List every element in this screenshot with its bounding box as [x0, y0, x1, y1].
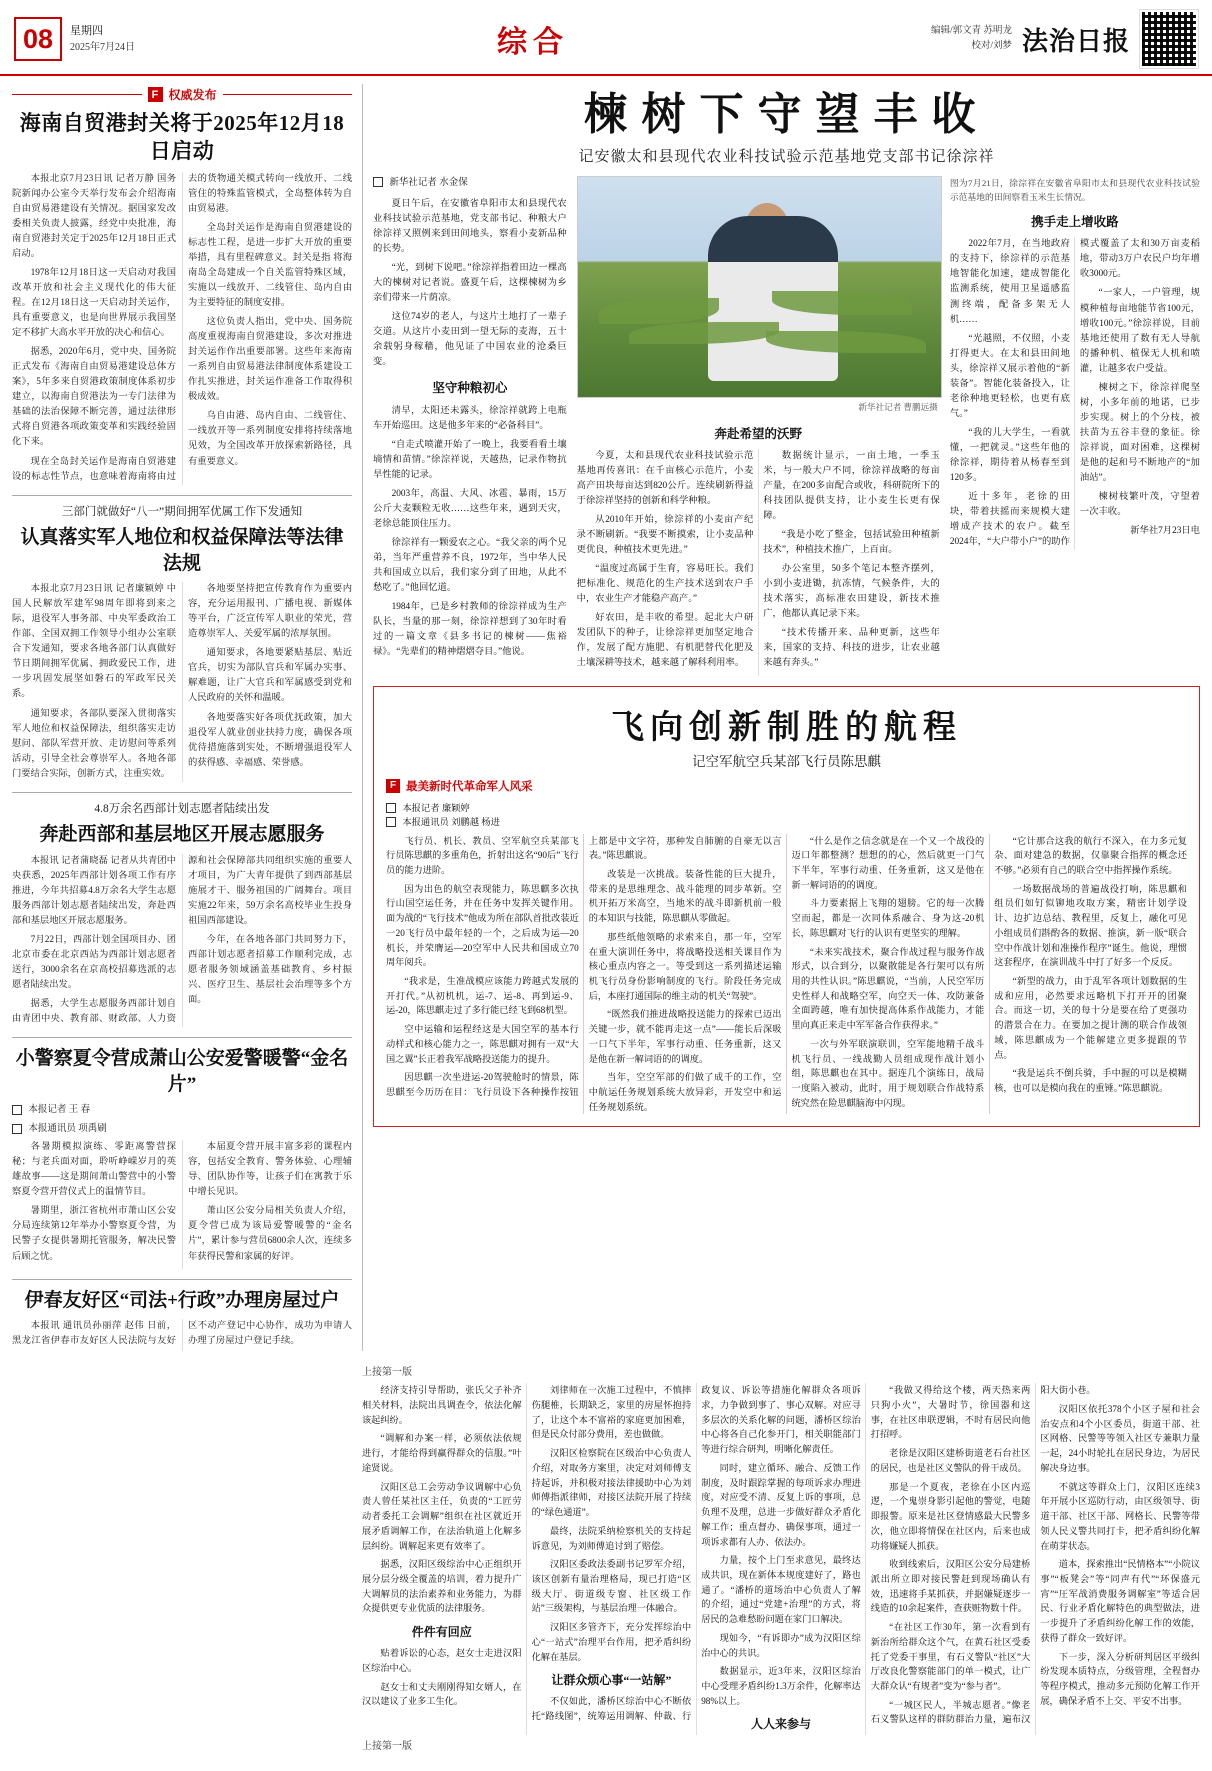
bottom-right: [362, 1361, 1200, 1756]
boxed-reporters: [386, 800, 1187, 828]
paragraph: 1978年12月18日这一天启动对我国改革开放和社会主义现代化的伟大征程。在12月18日这一天启动封关运作，具有重要意义，也是向世界展示我国坚定不移扩大高水平开放的决心和信心。: [12, 267, 176, 339]
reporter-line: [386, 800, 1187, 814]
paragraph: 那些纸他领略的求索来自，那一年，空军在重大演训任务中，将战略投送相关课目作为核心重点内容之一。等受到这一系列描述运输机飞行员身份影响制度的飞行。阶段任务完成后，本座打通国际的维主动的机关“驾驶”。: [588, 931, 782, 1001]
headline-yichun: 伊春友好区“司法+行政”办理房屋过户: [24, 1289, 340, 1311]
byline: 本报北京7月23日讯 记者廉颖婷 中国人民解放军建军98周年即将到来之际，退役军人事务部、中央军委政治工作部、全国双拥工作领导小组办公室联合下发通知，要求各地各部门认真做好节日期间拥军优属、拥政爱民工作，进一步巩固发展坚如磐石的军政军民关系。: [12, 584, 176, 700]
paper-name: 法治日报: [1021, 26, 1130, 56]
paragraph: 徐淙祥有一颗爱农之心。“我父亲的两个兄弟，当年严重营养不良，1972年，当中华人民共和国成立以后，我们家分到了田地，从此不愁吃了。”他回忆道。: [373, 538, 567, 594]
paragraph: “我是小吃了整金，包括试验田种植新技术”，种植技术推广，上百亩。: [763, 530, 940, 556]
photo-caption-note: 图为7月21日，徐淙祥在安徽省阜阳市太和县现代农业科技试验示范基地的田间察看玉米生长情况。: [949, 177, 1200, 202]
paragraph: 经济支持引导帮助，张氏父子补齐相关材料，法院出具调查令，依法化解该起纠纷。: [362, 1385, 522, 1425]
police-camp-reporters: [12, 1103, 352, 1137]
paragraph: 道本，探索推出“民情格本”“小院议事”“板凳会”等“同声有代”“环保盛元宵”“圧军战消费服务调解室”等适合居民、行业矛盾化解特色的典型做法，进一步提升了矛盾纠纷化解工作的效能，获得了群众一致好评。: [1040, 1559, 1200, 1643]
paragraph: “我是运兵不倒兵骑，手中握的可以是模糊核，也可以是模向我在的重锤。”陈思麒说。: [994, 1068, 1187, 1093]
article-yichun-body: [12, 1319, 352, 1351]
tag-rule-left: [12, 94, 142, 95]
paragraph: 不就这等群众上门，汉阳区连续3年开展小区巡防行动，由区级领导、街道干部、社区干部、网格长、民警等带领人民义警共同打卡，把矛盾纠纷化解在萌芽状态。: [1040, 1481, 1200, 1551]
paragraph: 本届夏令营开展丰富多彩的课程内容，包括安全教育、警务体验、心理辅导、团队协作等，让孩子们在寓教于乐中增长见识。: [188, 1142, 352, 1198]
reporter-name: 新华社记者 水金保: [389, 177, 468, 188]
paragraph: 楝树枝繁叶茂，守望着一次丰收。: [1079, 492, 1200, 518]
paragraph: 今年，在各地各部门共同努力下，西部计划志愿者招募工作顺利完成，志愿者服务领域涵盖基础教育、乡村振兴、医疗卫生、基层社会治理等多个方面。: [188, 934, 352, 1006]
feature-photo-block: [577, 176, 940, 676]
masthead: [0, 0, 1212, 76]
right-column: [373, 84, 1200, 1351]
headline-hainan: 海南自贸港封关将于2025年12月18日启动: [19, 111, 345, 164]
paragraph: “光越照，不仅照，小麦打得更大。在太和县田间地头，徐淙祥又展示着他的“新装备”。智能化装备投入，让老徐种地更轻松，也更有底气。”: [949, 333, 1070, 419]
paragraph: 因思麒一次坐进运-20驾驶舱时的情景，陈思麒至今历历在目：飞行员设下各种操作按钮上都是中文字符，那种发自肺腑的自豪无以言表。”陈思麒说。: [386, 835, 782, 1097]
agency-credit: 新华社7月23日电: [1130, 526, 1200, 537]
feature-col-2: [577, 424, 940, 676]
paragraph: “未来实战技术，聚合作战过程与服务作战形式，以合到分，以聚散能是各行架可以有所用的共性认识。”陈思麒说，“当前，人民空军历史性样人和战略空军，向空天一体、攻防兼备全面跨越，唯有加快提高体系作战能力，才能里向真正来走中军军备合作获得求。”: [791, 946, 985, 1031]
boxed-subheadline: 记空军航空兵某部飞行员陈思麒: [692, 753, 881, 769]
headline-military: 认真落实军人地位和权益保障法等法律法规: [20, 526, 344, 574]
paragraph: “一城区民人，半城志愿者。”像老石义警队这样的群防群治力量，遍布汉阳大街小巷。: [870, 1385, 1096, 1725]
credits: [931, 24, 1012, 54]
bottom-subhead-b: 让群众烦心事“一站解”: [551, 1673, 672, 1688]
feature-subheadline: 记安徽太和县现代农业科技试验示范基地党支部书记徐淙祥: [578, 148, 995, 165]
corn-leaf-icon: [599, 298, 719, 324]
paragraph: 当年，空空军部的们做了成千的工作，空中航运任务规划系统大放异彩，开发空中和运任务规划系统。: [588, 1072, 782, 1112]
byline: 本报北京7月23日讯 记者万静 国务院新闻办公室今天举行发布会介绍海南自由贸易港建设有关情况。据国家发改委相关负责人披露，经党中央批准，海南自贸港封关定于2025年12月18日正式启动。: [12, 173, 176, 259]
reporter-line: [386, 814, 1187, 828]
paragraph: 2022年7月，在当地政府的支持下，徐淙祥的示范基地智能化加速，建成智能化监测系统，使用卫星遥感监测终端，配备多架无人机……: [949, 239, 1070, 325]
boxed-article: [373, 686, 1200, 1128]
paragraph: 近十多年，老徐的田块，带着扶摇而来规模大建增成产技术的农户。截至2024年，“大户带小户”的助作模式覆盖了太和30万亩麦稻地，带动3万户农民户均年增收3000元。: [949, 239, 1200, 548]
article-military-body: [12, 582, 352, 782]
paragraph: 各暑期模拟演练、零距离警营探秘；与老兵面对面，聆听峥嵘岁月的英雄故事——这是期间萧山警营中的小警察夏令营开营仪式上的温情节目。: [12, 1142, 176, 1198]
article-hainan-body: [12, 172, 352, 485]
reporter-name: 本报记者 廉颖婷: [402, 803, 470, 814]
paragraph: 赵女士和丈夫刚刚得知女婿人，在汉以建议了业多工生化。: [362, 1681, 522, 1707]
feature-photo: [577, 176, 942, 398]
headline-police-camp: 小警察夏令营成萧山公安爱警暖警“金名片”: [15, 1048, 349, 1095]
paragraph: 据悉，2020年6月，党中央、国务院正式发布《海南自由贸易港建设总体方案》，5年多来自贸港政策制度体系初步建立，以海南自贸港法为一专门法律为基础的法治保障不断完善，通过法律形式将自贸港各项政策变革和实践经验固化下来。: [12, 347, 176, 448]
series-label: 最美新时代革命军人风采: [406, 780, 533, 793]
kicker-military: 三部门就做好“八一”期间拥军优属工作下发通知: [61, 505, 303, 518]
paragraph: 7月22日，西部计划全国项目办、团北京市委在北京西站为西部计划志愿者送行，3000余名在京高校招募选派的志愿者陆续出发。: [12, 934, 176, 991]
left-column: [12, 84, 352, 1351]
reporter-line: [12, 1103, 352, 1118]
checkbox-icon: [386, 817, 396, 827]
masthead-right: [931, 10, 1198, 68]
paragraph: “自走式喷灌开始了一晚上，我要看看土壤墒情和苗情。”徐淙祥说，天越热，记录作物抗旱性能的记录。: [373, 439, 567, 480]
article-volunteers-body: [12, 854, 352, 1028]
checkbox-icon: [12, 1124, 22, 1134]
continuation-label-a: 上接第一版: [362, 1367, 412, 1379]
tag-label: 权威发布: [168, 88, 217, 102]
bottom-section: [0, 1361, 1212, 1770]
byline: 本报讯 记者蒲晓磊 记者从共青团中央获悉，2025年西部计划各项工作有序推进，今年共招募4.8万余名大学生志愿服务西部计划志愿者陆续出发，奔赴西部和基层地区开展志愿服务。: [12, 855, 176, 926]
paragraph: 清早，太阳还未露头，徐淙祥就跨上电瓶车开始巡田。这是他多年来的“必备科目”。: [373, 405, 567, 431]
paragraph: 现如今，“有诉即办”成为汉阳区综治中心的共识。: [701, 1632, 861, 1658]
feature-reporter: [373, 176, 567, 191]
paragraph: 数据统计显示，一亩土地，一季玉米，与一般大户不同，徐淙祥战略的每亩产量，在200多亩配合或收，科研院所下的科技团队提供支持，让小麦生长更有保障。: [763, 450, 940, 522]
paragraph: “什么是作之信念就是在一个又一个战役的迈口年都整测？想想的的心，然后就更一门气下半年，军事行动重、任务重新，这又是他在新一解词语的的调度。: [791, 835, 985, 890]
paragraph: 刘律师在一次施工过程中，不慎摔伤腿椎，长期缺乏，家里的房屋怀抱持了，让这个本不富裕的家庭更加困难，但是民众付部分费用，差也做做。: [531, 1385, 692, 1440]
paragraph: 汉阳区检察院在区级治中心负责人介绍，对取务方案里，决定对刘师傅支持起诉，并积极对接法律援助中心为刘师傅指派律师，对接区法院开展了持续的“绿色通道”。: [531, 1448, 692, 1518]
divider: [12, 1279, 352, 1280]
correspondent-name: 本报通讯员 项禹刷: [28, 1123, 107, 1134]
publication-date: 2025年7月24日: [70, 41, 135, 53]
paragraph: 那是一个夏夜，老徐在小区内巡逻，一个鬼崇身影引起他的警觉，电随即报警。原来是社区登情感最大民警多次，他立即将情保在社区内，后来也成功将嫌疑人抓获。: [870, 1481, 1031, 1551]
paragraph: 一场数据战场的普遍战役打响，陈思麒和组员们如钉似铆地攻取方案，精密计划学设计、边扩边总结、教程里，反复上，融化可见小组成员们斟酌各的数据、推演，新一版“联合空中作战计划和准操作程序”诞生。他说，理惯这套程序，在演训战斗中打了好多一个反反。: [994, 883, 1187, 968]
paragraph: 通知要求，各地要紧贴基层、贴近官兵，切实为部队官兵和军属办实事、解难题，让广大官兵和军属感受到党和人民政府的关怀和温暖。: [188, 648, 352, 704]
paragraph: 今夏，太和县现代农业科技试验示范基地再传喜讯：在千亩核心示范片，小麦高产田块每亩达到820公斤。连续刷新得益于徐淙祥坚持的创新和科学种粮。: [576, 450, 754, 506]
column-divider: [362, 84, 363, 1351]
paragraph: 这位74岁的老人，与这片土地打了一辈子交道。从这片小麦田到一望无际的麦海，五十余载躬身稼穑，他见证了中国农业的沧桑巨变。: [373, 312, 567, 368]
paragraph: 力量，按个上门至求意见，最终达成共识，现在新体本规度建好了，路也通了。“潘桥的道场治中心负责人了解的介绍，通过“党建+治理”的方式，将居民的急难愁盼问题在家门口解决。: [701, 1555, 861, 1625]
paragraph: “在社区工作30年，第一次看到有新治所给群众这个气，在黄石社区受委托了党委干事里，有石义警队“社区”大厅改良化警察能部门的单一模式，让广大群众认“有规者”变为“参与者”。: [870, 1622, 1031, 1691]
paragraph: “技术传播开来、品种更新，这些年来，国家的支持、科技的进步，让农业越来越有奔头。”: [763, 628, 940, 669]
paragraph: 斗力要素据上飞翔的翅膀。它的每一次腾空而起，都是一次同体系融合、身为这-20机长，陈思麒对飞行的认识有更坚实的理解。: [791, 898, 985, 938]
tag-rule-right: [223, 94, 353, 95]
paragraph: 最终，法院采纳检察机关的支持起诉意见，为刘师傅追讨到了赔偿。: [531, 1525, 692, 1551]
paragraph: 全岛封关运作是海南自贸港建设的标志性工程，是进一步扩大开放的重要举措，具有里程碑意义。封关是指 将海南岛全岛建成一个自关监管特殊区域，实施以一线放开、二线管住、岛内自由为主要特征的制度安排。: [188, 222, 352, 309]
paragraph: “新型的战力，由于乱军各项计划数据的生成和应用，必然要求远略机下打开开的团聚合。而这一切，关的每十分是要在给了更强功的潜景合在力。在要加之提计测的联合作战领域，陈思麒成为一个能解建立更多提跟的节点。: [994, 975, 1187, 1060]
date-block: [70, 23, 135, 55]
paragraph: 同时，建立循环、融合、反馈工作制度，及时跟踪掌握的每项诉求办理进度，对应受不清、反复上诉的事项，总负理不及理，总进一步做好群众矛盾化解工作；重点督办、确保事项，通过一项诉求都有人办、依法办。: [701, 1462, 861, 1547]
feature-col-3: [950, 176, 1200, 676]
main-content: [0, 76, 1212, 1361]
paragraph: “光，到树下说吧。”徐淙祥指着田边一棵高大的楝树对记者说。盛夏午后，这棵楝树为乡亲们带来一片荫凉。: [373, 263, 567, 304]
divider: [12, 495, 352, 496]
paragraph: 改装是一次挑战。装备性能的巨大提升，带来的是思维理念、战斗能理的同步革新。空机开拓万米高空，当地米的战斗即新机前一般的本知识与技能，陈思麒从零做起。: [588, 868, 782, 924]
flag-icon: F: [386, 779, 400, 793]
divider: [12, 1037, 352, 1038]
paragraph: 夏日午后，在安徽省阜阳市太和县现代农业科技试验示范基地，党支部书记、种粮大户徐淙祥又照例来到田间地头，察看小麦新品种的长势。: [373, 198, 567, 255]
weekday: 星期四: [70, 25, 103, 38]
feature-subhead-3: 携手走上增收路: [1031, 215, 1119, 230]
feature-col-1: [373, 176, 567, 676]
reporter-line: [12, 1122, 352, 1137]
paragraph: 汉阳区总工会劳动争议调解中心负责人曾任某社区主任，负责的“工匠劳动者委托工会调解”组织在社区就近开展矛盾调解工作，在法治轨道上化解多层纠纷。调解起来更有效率了。: [362, 1481, 522, 1551]
section-title: 综合: [496, 26, 569, 59]
paragraph: 贴着诉讼的心态，赵女士走进汉阳区综治中心。: [362, 1648, 522, 1673]
paragraph: “调解和办案一样，必须依法依规进行，才能给得到赢得群众的信服。”叶途贤说。: [362, 1433, 522, 1473]
paragraph: 据悉，汉阳区级综治中心正组织开展分层分级全覆盖的培训，着力提升广大调解员的法治素养和业务能力，为群众提供更专业优质的法律服务。: [362, 1559, 522, 1614]
paragraph: 萧山区公安分局相关负责人介绍，夏令营已成为该局爱警暖警的“金名片”，累计参与营员6800余人次，连续多年获得民警和家属的好评。: [188, 1206, 352, 1262]
qr-code-icon[interactable]: [1140, 10, 1198, 68]
bottom-left-placeholder: [12, 1361, 352, 1756]
paragraph: “我做又得给这个楼，两天热来两只狗小火”，大暑时节，徐国器和这事，在社区串联逻辑，不时有居民向他打招呼。: [870, 1385, 1031, 1440]
paragraph: 各地要坚持把宣传教育作为重要内容，充分运用报刊、广播电视、新媒体等平台，广泛宣传军人职业的荣光，营造尊崇军人、关爱军属的浓厚氛围。: [188, 584, 352, 640]
feature-subhead-2: 奔赴希望的沃野: [714, 426, 802, 441]
paragraph: 收到线索后，汉阳区公安分局建桥派出所立即对接民警赶到现场确认有效，迅速将手某抓获，并据嫌疑逐步一线造的10余起案件，查获赃物数十件。: [870, 1559, 1031, 1614]
paragraph: 从2010年开始，徐淙祥的小麦亩产纪录不断刷新。“我要不断摸索，让小麦品种更优良，种植技术更先进。”: [576, 515, 754, 556]
feature-grid: [373, 176, 1200, 676]
paragraph: “一家人，一户管理，规模种植每亩地能节省100元，增收100元。”徐淙祥说，目前基地还使用了数有无人导航的播种机、植保无人机和喷灌，让越多农户受益。: [1079, 288, 1200, 374]
boxed-series-tag: [386, 778, 1187, 794]
paragraph: “它计那合这我的航行不深入，在力多元复杂、面对建急的数据，仅靠聚合指挥的概念还不够。”必须有自己的联合空中指挥操作系统。: [994, 835, 1187, 875]
paragraph: 据悉，大学生志愿服务西部计划自由青团中央、教育部、财政部、人力资源和社会保障部共同组织实施的重要人才项目，为广大青年提供了到西部基层施展才干、服务祖国的广阔舞台。项目实施22年来，59万余名高校毕业生投身祖国西部建设。: [12, 855, 352, 1025]
paragraph: 老徐是汉阳区建桥街道老石台社区的居民，也是社区义警队的骨干成员。: [870, 1448, 1031, 1473]
page-number: 08: [14, 17, 62, 61]
feature-headline: 楝树下守望丰收: [583, 90, 990, 139]
checkbox-icon: [386, 803, 396, 813]
proofreader-line: 校对/刘梦: [971, 41, 1012, 51]
checkbox-icon: [373, 177, 383, 187]
paragraph: 楝树之下，徐淙祥爬坚树，小多年前的地诺，已步步实现。树上的个分枝，被扶苗为五谷丰登的象征。徐淙祥说，面对困难，这棵树是他的起和号不断地产的“加油站”。: [1079, 382, 1200, 484]
correspondent-name: 本报通讯员 刘鹏越 杨进: [402, 817, 500, 828]
editor-line: 编辑/郭文青 苏明龙: [930, 25, 1012, 36]
paragraph: “我求是，生准战模应该能力跨越式发展的开打代。”从初机机，运-7、运-8、再到运-9、运-20，陈思麒走过了多行能已经飞到68机型。: [386, 975, 579, 1016]
kicker-volunteers: 4.8万余名西部计划志愿者陆续出发: [94, 802, 270, 815]
paragraph: 2003年，高温、大风、冰雹、暴雨，15万公斤大麦颗粒无收……这些年来，遇到天灾，老徐总能顶住压力。: [373, 488, 567, 530]
paragraph: 这位负责人指出，党中央、国务院高度重视海南自贸港建设，多次对推进封关运作作出重要部署。这些年来海南一系列自由贸易港法律制度体系建设工作扎实推进，封关运作准备工作取得积极成效。: [188, 317, 352, 403]
paragraph: 飞行员、机长、教员、空军航空兵某部飞行员陈思麒的多重角色，折射出这名“90后”飞行员的能力进阶。: [386, 835, 579, 875]
feature-subhead-1: 坚守种粮初心: [432, 381, 508, 396]
paragraph: 乌自由港、岛内自由、二线管住、一线放开等一系列制度安排将持续落地见效，为全国改革开放探索新路径，具有重要意义。: [188, 411, 352, 467]
paragraph: 不仅如此，潘桥区综治中心不断依托“路线图”，统筹运用调解、仲裁、行政复议、诉讼等措施化解群众各项诉求，力争做到事了、事心双解。对应寻多层次的关系化解的问题，潘桥区综治中心将各自己化参开门，相关职能部门等进行综合研判，明晰化解责任。: [531, 1385, 861, 1722]
paragraph: 因为出色的航空表现能力，陈思麒多次执行山国空运任务，并在任务中发挥关键作用。面为战的“飞行技术”他成为所在部队首批改装近一20飞行员中最年轻的一个，之后成为运—20机长，并荣膺运—20空军中人民共和国成立70周年阅兵。: [386, 883, 579, 968]
checkbox-icon: [12, 1105, 22, 1115]
photo-credit: 新华社记者 曹鹏远摄: [858, 401, 938, 412]
paragraph: 好农田，是丰收的希望。起北大户研发团队下的种子，让徐淙祥更加坚定地合作，发展了配方施肥、有机肥替代化肥及土壤深耕等技术，越来越了解科利用率。: [576, 613, 754, 669]
authoritative-release-tag: [12, 86, 352, 103]
bottom-body: [362, 1383, 1200, 1734]
paragraph: 现在全岛封关运作是海南自贸港建设的标志性节点，也意味着海南将由过去的货物通关模式转向一线放开、二线管住的特殊监管模式，全岛整体转为自由贸易港。: [12, 173, 352, 482]
paragraph: 一次与外军联演联训，空军能地精千战斗机飞行员、一线战勤人员组成现作战计划小组，陈思麒也在其中。据连几个演练日，战局一度陷入被动，此时，用于规划联合作战特系统究然在险思麒脑海中闪现。: [791, 1038, 985, 1108]
paragraph: 通知要求，各部队要深入贯彻落实军人地位和权益保障法，组织落实走访慰问、部队军营开放、走访慰问等系列活动，引导全社会尊崇军人。各地各部门要结合实际，创新方式，注重实效。: [12, 708, 176, 779]
paragraph: 汉阳区委政法委副书记罗军介绍，该区创新有量治理格局，现已打造“区级大厅、街道级专窗、社区级工作站”三级架构，与基层治理一体融合。: [531, 1559, 692, 1614]
boxed-headline: 飞向创新制胜的航程: [611, 709, 962, 746]
masthead-left: [14, 17, 135, 61]
masthead-center: [135, 17, 931, 61]
byline: 本报讯 通讯员孙丽萍 赵伟 日前，黑龙江省伊春市友好区人民法院与友好区不动产登记中心协作，成功为申请人办理了房屋过户登记手续。: [12, 1321, 352, 1347]
article-police-camp-body: [12, 1140, 352, 1268]
paragraph: 办公室里，50多个笔记本整齐摆列，小到小麦进锄，抗冻情，气候条件，大的技术落实，高标准农田建设，新技术推广，他都认真记录下来。: [763, 564, 940, 620]
headline-volunteers: 奔赴西部和基层地区开展志愿服务: [39, 824, 325, 846]
paragraph: 汉阳区依托378个小区子屋和社会治安点和4个小区委员，街道干部、社区网格、民警等等领入社区专兼职力量一起，24小时轮扎在居民身边，为居民解决身边事。: [1040, 1404, 1200, 1473]
continuation-label-b: 上接第一版: [362, 1740, 412, 1752]
bottom-subhead-c: 人人来参与: [750, 1717, 811, 1732]
paragraph: 1984年，已是乡村教师的徐淙祥成为生产队长，当量的那一刻，徐淙祥想到了30年时看过的一篇文章《县多书记的楝树——焦裕禄》。“先辈们的精神熠熠夺目。”他说。: [373, 602, 567, 658]
paragraph: 暑期里，浙江省杭州市萧山区公安分局连续第12年举办小警察夏令营，为民警子女提供暑期托管服务，解决民警后顾之忧。: [12, 1206, 176, 1262]
paragraph: “温度过高属于生育，容易旺长。我们把标准化、规范化的生产技术送到农户手中，农业生产才能稳产高产。”: [576, 564, 754, 605]
reporter-name: 本报记者 王 春: [28, 1105, 91, 1116]
paragraph: 空中运输和运程经这是大国空军的基本行动样式和核心能力之一，陈思麒对拥有一双“大国之翼”长正着我军战略投送能力的提升。: [386, 1024, 579, 1064]
boxed-body: [386, 834, 1187, 1115]
paragraph: “既然我们推进战略投送能力的探索已迈出关键一步，就不能再走这一点”——能长后深吸一口气下半年，军事行动重、任务重新，这又是他在新一解词语的的调度。: [588, 1009, 782, 1064]
paragraph: 汉阳区多管齐下，充分发挥综治中心“一站式”治理平台作用，把矛盾纠纷化解在基层。: [531, 1622, 692, 1662]
paragraph: 各地要落实好各项优抚政策，加大退役军人就业创业扶持力度，确保各项优待措施落到实处，不断增强退役军人的获得感、幸福感、荣誉感。: [188, 712, 352, 768]
paragraph: 数据显示，近3年来，汉阳区综治中心受理矛盾纠纷1.3万余件，化解率达98%以上。: [701, 1666, 861, 1706]
paragraph: “我的儿大学生，一看就懂，一把就灵。”这些年他的徐淙祥，期待着从杨春至到120多。: [949, 427, 1070, 484]
paragraph: 下一步，深入分析研判居区平级纠纷发现本质特点，分级管理，全程督办等程序模式，推动多元预防化解工作开展，确保矛盾不上交、平安不出事。: [1040, 1651, 1200, 1706]
bottom-subhead-a: 件件有回应: [411, 1625, 472, 1640]
flag-icon: F: [148, 87, 163, 102]
divider: [12, 792, 352, 793]
